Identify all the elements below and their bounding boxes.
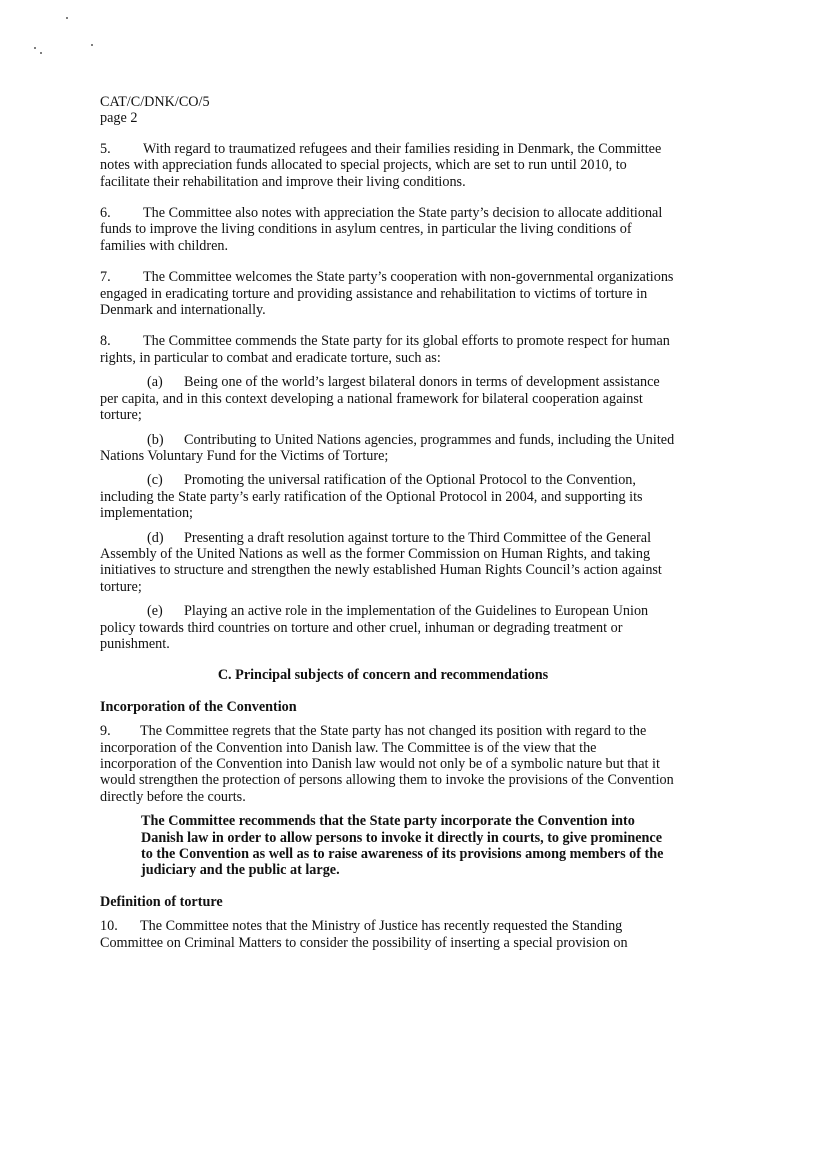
paragraph-number: 10.: [100, 918, 118, 935]
list-item-label: (d): [147, 529, 164, 546]
paragraph-text: The Committee also notes with appreciation the State party’s decision to allocate additional funds to improve the living conditions in asylum centres, in particular the living conditions of families with children.: [100, 205, 663, 254]
paragraph-text: The Committee notes that the Ministry of Justice has recently requested the Standing Committee on Criminal Matters to consider the possibility of inserting a special provision on: [100, 918, 628, 951]
list-item-text: Playing an active role in the implementation of the Guidelines to European Union policy towards third countries on torture and other cruel, inhuman or degrading treatment or punishment.: [100, 603, 649, 652]
paragraph-text: The Committee commends the State party for its global efforts to promote respect for human rights, in particular to combat and eradicate torture, such as:: [100, 333, 670, 366]
list-item: [100, 374, 675, 423]
scan-speck: [66, 17, 68, 19]
page-number: page 2: [100, 110, 138, 127]
list-item-text: Presenting a draft resolution against torture to the Third Committee of the General Assembly of the United Nations as well as the former Commission on Human Rights, and taking initiatives to structure and strengthen the newly established Human Rights Council’s action against torture;: [100, 529, 662, 595]
paragraph-number: 7.: [100, 269, 111, 286]
document-symbol: CAT/C/DNK/CO/5: [100, 94, 210, 110]
paragraph-number: 6.: [100, 205, 111, 222]
paragraph-number: 9.: [100, 723, 111, 740]
document-body: [100, 94, 675, 951]
paragraph-9: [100, 723, 675, 805]
subheading-incorporation: Incorporation of the Convention: [100, 698, 297, 715]
recommendation: The Committee recommends that the State party incorporate the Convention into Danish law in order to allow persons to invoke it directly in courts, to give prominence to the Convention as well as to raise awareness of its provisions among members of the judiciary and the public at large.: [141, 813, 664, 879]
subheading-definition: Definition of torture: [100, 893, 223, 910]
paragraph-text: The Committee welcomes the State party’s cooperation with non-governmental organizations engaged in eradicating torture and providing assistance and rehabilitation to victims of torture in Denmark and internationally.: [100, 269, 674, 319]
list-item: [100, 603, 675, 652]
list-item-label: (c): [147, 472, 163, 489]
scan-speck: [40, 52, 42, 54]
paragraph-number: 8.: [100, 333, 111, 350]
list-item: [100, 472, 675, 521]
list-item: [100, 432, 675, 465]
list-item-label: (e): [147, 603, 163, 620]
list-item-text: Contributing to United Nations agencies, programmes and funds, including the United Nations Voluntary Fund for the Victims of Torture;: [100, 431, 675, 464]
paragraph-number: 5.: [100, 140, 111, 157]
paragraph-6: [100, 205, 675, 254]
scan-speck: [91, 44, 93, 46]
list-item-label: (a): [147, 374, 163, 391]
paragraph-8: [100, 333, 675, 366]
paragraph-5: [100, 141, 675, 190]
scan-speck: [34, 47, 36, 49]
paragraph-text: The Committee regrets that the State party has not changed its position with regard to the incorporation of the Convention into Danish law. The Committee is of the view that the incorporation of the Convention into Danish law would not only be of a symbolic nature but that it would strengthen the protection of persons allowing them to invoke the provisions of the Convention directly before the courts.: [100, 723, 674, 805]
list-item-text: Being one of the world’s largest bilateral donors in terms of development assistance per capita, and in this context developing a national framework for bilateral cooperation against torture;: [100, 374, 660, 424]
list-item-text: Promoting the universal ratification of the Optional Protocol to the Convention, including the State party’s early ratification of the Optional Protocol in 2004, and supporting its implementation;: [100, 472, 643, 522]
list-item: [100, 530, 675, 596]
list-item-label: (b): [147, 431, 164, 448]
section-heading: C. Principal subjects of concern and recommendations: [217, 667, 549, 684]
paragraph-text: With regard to traumatized refugees and their families residing in Denmark, the Committee notes with appreciation funds allocated to special projects, which are set to run until 2010, to facilitate their rehabilitation and improve their living conditions.: [100, 140, 662, 190]
paragraph-7: [100, 269, 675, 318]
paragraph-10: [100, 918, 675, 951]
